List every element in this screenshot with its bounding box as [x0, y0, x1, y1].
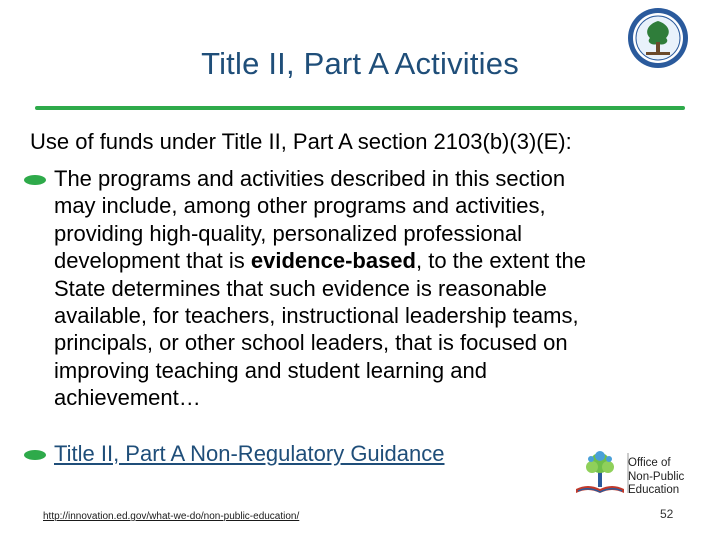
logo-text [628, 457, 684, 498]
bullet-line: improving teaching and student learning and [54, 357, 487, 383]
slide-title: Title II, Part A Activities [201, 46, 519, 81]
bullet-line-part: , to the extent the [415, 248, 586, 274]
bullet-line: The programs and activities described in this section [54, 166, 566, 191]
bullet-line: State determines that such evidence is reasonable [54, 275, 547, 301]
bullet-icon [24, 450, 46, 460]
logo-line: Education [628, 484, 680, 496]
bullet-line: achievement… [54, 385, 201, 411]
emphasis-text: evidence-based [250, 248, 416, 274]
footer-link[interactable]: http://innovation.ed.gov/what-we-do/non-public-education/ [43, 511, 300, 522]
bullet-line: may include, among other programs and activities, [54, 193, 546, 219]
bullet-line-part: development that is [54, 248, 251, 274]
page-number: 52 [660, 507, 674, 521]
logo-line: Non-Public [628, 470, 685, 483]
intro-text: Use of funds under Title II, Part A section 2103(b)(3)(E): [30, 129, 572, 154]
bullet-line [54, 247, 674, 274]
bullet-line: available, for teachers, instructional leadership teams, [54, 303, 579, 329]
bullet-paragraph [54, 165, 674, 412]
title-underline [35, 106, 685, 110]
bullet-line: principals, or other school leaders, that is focused on [54, 330, 568, 356]
bullet-line: providing high-quality, personalized professional [54, 220, 522, 246]
bullet-icon [24, 175, 46, 185]
guidance-link[interactable]: Title II, Part A Non-Regulatory Guidance [54, 441, 445, 466]
logo-line: Office of [628, 457, 671, 469]
